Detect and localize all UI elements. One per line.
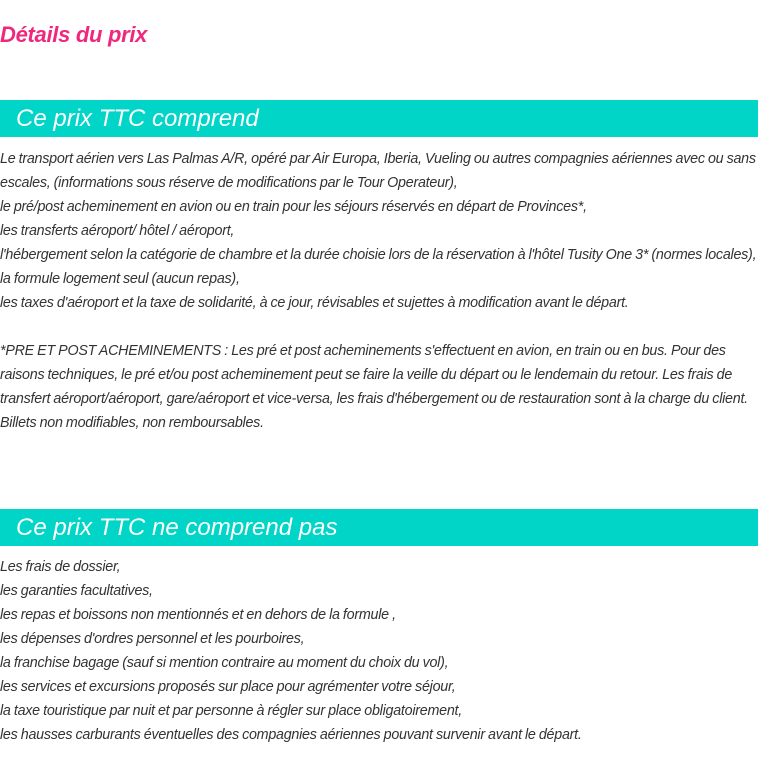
included-line: le pré/post acheminement en avion ou en train pour les séjours réservés en départ de Provinces*, xyxy=(0,199,587,215)
included-section-header xyxy=(0,100,758,137)
included-list xyxy=(0,147,758,435)
included-line: l'hébergement selon la catégorie de chambre et la durée choisie lors de la réservation à l'hôtel Tusity One 3* (normes locales), xyxy=(0,247,757,263)
included-line: la formule logement seul (aucun repas), xyxy=(0,271,240,287)
included-heading: Ce prix TTC comprend xyxy=(16,105,259,132)
excluded-list xyxy=(0,555,758,747)
page-title: Détails du prix xyxy=(0,22,148,47)
acheminement-note: *PRE ET POST ACHEMINEMENTS : Les pré et post acheminements s'effectuent en avion, en train ou en bus. Pour des raisons techniques, le pré et/ou post acheminement peut se faire la veille du départ ou le lendemain du retour. Les frais de transfert aéroport/aéroport, gare/aéroport et vice-versa, les frais d'hébergement ou de restauration sont à la charge du client. Billets non modifiables, non remboursables. xyxy=(0,343,748,431)
excluded-line: les services et excursions proposés sur place pour agrémenter votre séjour, xyxy=(0,679,456,695)
excluded-heading: Ce prix TTC ne comprend pas xyxy=(16,514,338,541)
excluded-section-header xyxy=(0,509,758,546)
excluded-line: les hausses carburants éventuelles des compagnies aériennes pouvant survenir avant le départ. xyxy=(0,727,582,743)
excluded-line: les repas et boissons non mentionnés et en dehors de la formule , xyxy=(0,607,396,623)
included-line: les taxes d'aéroport et la taxe de solidarité, à ce jour, révisables et sujettes à modification avant le départ. xyxy=(0,295,629,311)
excluded-line: Les frais de dossier, xyxy=(0,559,121,575)
included-line: les transferts aéroport/ hôtel / aéroport, xyxy=(0,223,235,239)
spacer xyxy=(0,315,758,339)
included-line: Le transport aérien vers Las Palmas A/R, opéré par Air Europa, Iberia, Vueling ou autres compagnies aériennes avec ou sans escales, (informations sous réserve de modifications par le Tour Operateur), xyxy=(0,151,756,191)
excluded-line: la taxe touristique par nuit et par personne à régler sur place obligatoirement, xyxy=(0,703,462,719)
excluded-line: les dépenses d'ordres personnel et les pourboires, xyxy=(0,631,305,647)
excluded-line: les garanties facultatives, xyxy=(0,583,153,599)
excluded-line: la franchise bagage (sauf si mention contraire au moment du choix du vol), xyxy=(0,655,449,671)
